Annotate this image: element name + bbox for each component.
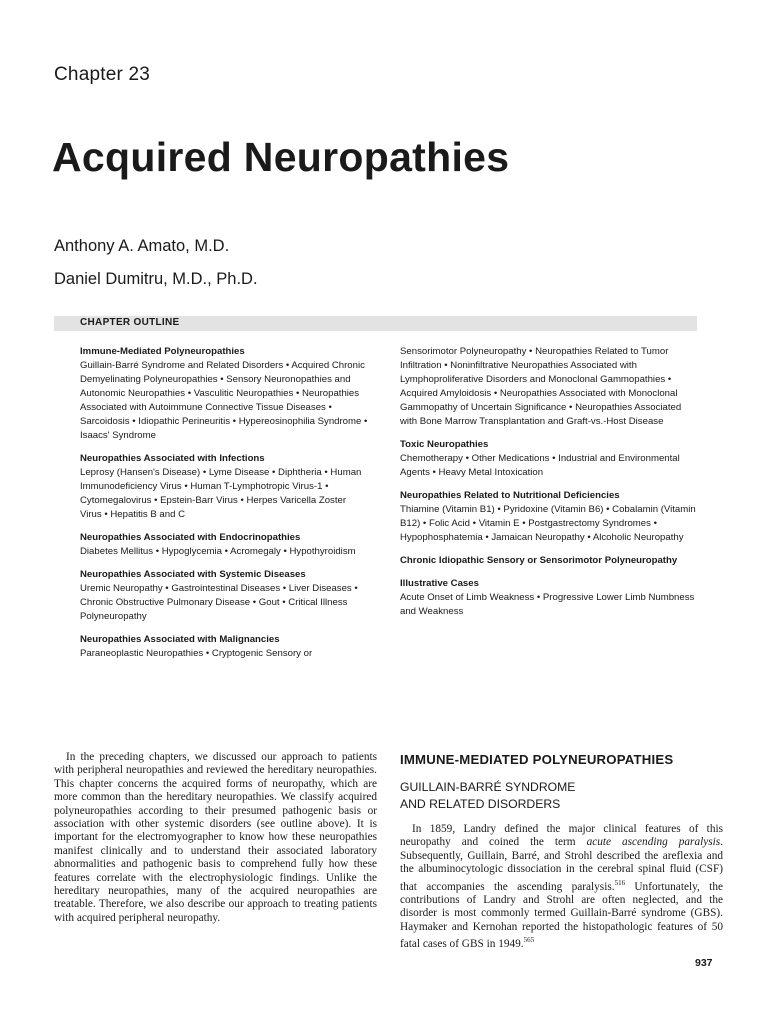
reference-superscript: 565 — [523, 936, 535, 945]
outline-section — [400, 577, 700, 619]
subsection-heading-line-2: AND RELATED DISORDERS — [400, 797, 561, 811]
outline-items: Sensorimotor Polyneuropathy • Neuropathies Related to Tumor Infiltration • Noninfiltrative Neuropathies Associated with Lymphoproliferative Disorders and Monoclonal Gammopathies • Acquired Amyloidosis • Neuropathies Associated with Monoclonal Gammopathy of Uncertain Significance • Neuropathies Associated with Bone Marrow Transplantation and Graft-vs.-Host Disease — [400, 346, 682, 427]
outline-section — [400, 554, 700, 568]
subsection-heading — [400, 779, 575, 813]
text: . Subsequently, Guillain, Barré, and Strohl described the areflexia and the albuminocytologic dissociation in the cerebral spinal fluid (CSF) that accompanies the ascending paralysis. — [400, 836, 724, 893]
chapter-outline-bar — [54, 316, 697, 331]
outline-items: Paraneoplastic Neuropathies • Cryptogenic Sensory or — [80, 648, 313, 659]
outline-heading: Toxic Neuropathies — [400, 439, 489, 450]
text: In 1859, Landry defined the major clinical features of this neuropathy and coined the term — [400, 823, 723, 849]
outline-left-column — [80, 345, 370, 670]
outline-right-column — [400, 345, 700, 628]
outline-section — [400, 345, 700, 429]
outline-section — [400, 489, 700, 545]
outline-items: Thiamine (Vitamin B1) • Pyridoxine (Vitamin B6) • Cobalamin (Vitamin B12) • Folic Acid • Vitamin E • Postgastrectomy Syndromes • Hypophosphatemia • Jamaican Neuropathy • Alcoholic Neuropathy — [400, 504, 696, 543]
text: Unfortunately, the contributions of Landry and Strohl are often neglected, and the disorder is most commonly termed Guillain-Barré syndrome (GBS). Haymaker and Kernohan reported the histopathologic features of 50 fatal cases of GBS in 1949. — [400, 880, 723, 950]
outline-items: Uremic Neuropathy • Gastrointestinal Diseases • Liver Diseases • Chronic Obstructive Pulmonary Disease • Gout • Critical Illness Polyneuropathy — [80, 583, 358, 622]
page-number: 937 — [695, 957, 713, 969]
reference-superscript: 516 — [614, 878, 626, 887]
subsection-heading-line-1: GUILLAIN-BARRÉ SYNDROME — [400, 780, 576, 794]
outline-heading: Neuropathies Associated with Infections — [80, 453, 265, 464]
chapter-outline-label: CHAPTER OUTLINE — [80, 317, 180, 328]
outline-section — [400, 438, 700, 480]
outline-section — [80, 452, 370, 522]
outline-section — [80, 633, 370, 661]
italic-term: acute ascending paralysis — [586, 836, 721, 849]
outline-heading: Neuropathies Associated with Systemic Diseases — [80, 569, 306, 580]
outline-items: Leprosy (Hansen's Disease) • Lyme Disease • Diphtheria • Human Immunodeficiency Virus • Human T-Lymphotropic Virus-1 • Cytomegalovirus • Epstein-Barr Virus • Herpes Varicella Zoster Virus • Hepatitis B and C — [80, 467, 362, 520]
author-1: Anthony A. Amato, M.D. — [54, 237, 230, 255]
outline-heading: Illustrative Cases — [400, 578, 479, 589]
outline-section — [80, 531, 370, 559]
outline-items: Acute Onset of Limb Weakness • Progressive Lower Limb Numbness and Weakness — [400, 592, 695, 617]
outline-items: Guillain-Barré Syndrome and Related Disorders • Acquired Chronic Demyelinating Polyneuropathies • Sensory Neuronopathies and Autonomic Neuropathies • Vasculitic Neuropathies • Neuropathies Associated with Autoimmune Connective Tissue Diseases • Sarcoidosis • Idiopathic Perineuritis • Hypereosinophilia Syndrome • Isaacs' Syndrome — [80, 360, 368, 441]
gbs-paragraph — [400, 823, 723, 951]
outline-items: Diabetes Mellitus • Hypoglycemia • Acromegaly • Hypothyroidism — [80, 546, 356, 557]
outline-heading: Chronic Idiopathic Sensory or Sensorimotor Polyneuropathy — [400, 555, 678, 566]
body-left-column — [54, 751, 377, 925]
chapter-title: Acquired Neuropathies — [52, 134, 510, 180]
body-right-column — [400, 823, 723, 951]
section-heading: IMMUNE-MEDIATED POLYNEUROPATHIES — [400, 752, 674, 767]
outline-section — [80, 345, 370, 443]
outline-heading: Neuropathies Related to Nutritional Deficiencies — [400, 490, 620, 501]
outline-heading: Neuropathies Associated with Malignancies — [80, 634, 280, 645]
outline-section — [80, 568, 370, 624]
chapter-number: Chapter 23 — [54, 64, 151, 85]
outline-heading: Neuropathies Associated with Endocrinopathies — [80, 532, 301, 543]
author-2: Daniel Dumitru, M.D., Ph.D. — [54, 270, 258, 288]
intro-paragraph: In the preceding chapters, we discussed our approach to patients with peripheral neuropathies and reviewed the hereditary neuropathies. This chapter concerns the acquired forms of neuropathy, which are more common than the hereditary neuropathies. We classify acquired polyneuropathies according to their presumed pathogenic basis or association with other systemic disorders (see outline above). It is important for the electromyographer to know how these neuropathies manifest clinically and to understand their associated laboratory abnormalities and pathogenic basis to comprehend fully how these features correlate with the electrophysiologic findings. Unlike the hereditary neuropathies, many of the acquired neuropathies are treatable. Therefore, we also describe our approach to treating patients with acquired peripheral neuropathy. — [54, 751, 377, 924]
outline-heading: Immune-Mediated Polyneuropathies — [80, 346, 245, 357]
outline-items: Chemotherapy • Other Medications • Industrial and Environmental Agents • Heavy Metal Intoxication — [400, 453, 680, 478]
